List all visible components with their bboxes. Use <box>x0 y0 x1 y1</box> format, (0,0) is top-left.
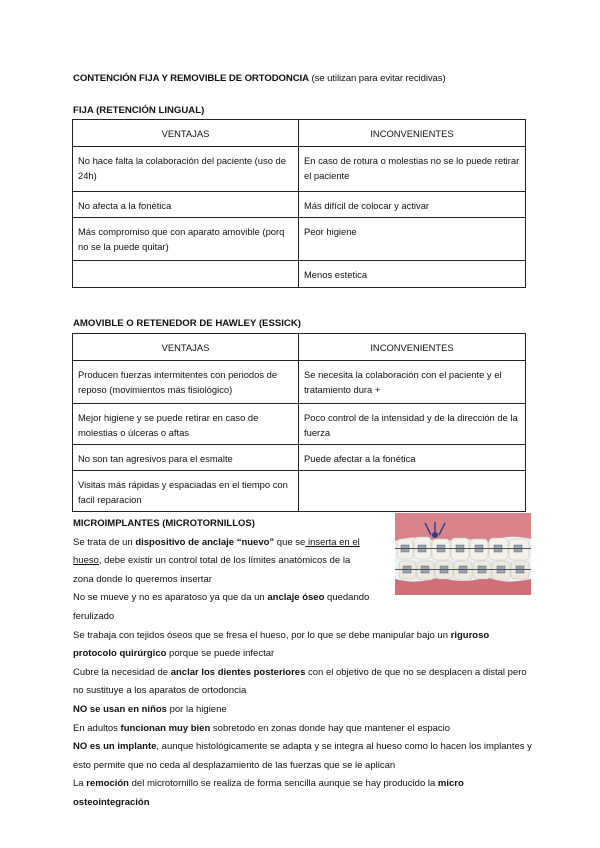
micro-paragraph <box>73 627 533 664</box>
microimplantes-section <box>73 515 533 813</box>
col-ventajas: VENTAJAS <box>73 120 299 147</box>
underlined-text: inserta en el hueso <box>73 536 360 567</box>
text: quedando ferulizado <box>73 592 370 622</box>
cell-inconveniente: Poco control de la intensidad y de la dirección de la fuerza <box>299 404 526 445</box>
micro-paragraph <box>73 701 533 720</box>
micro-paragraph <box>73 738 533 775</box>
text: porque se puede infectar <box>166 648 275 660</box>
cell-inconveniente: Menos estetica <box>299 261 526 288</box>
fija-table <box>72 119 526 288</box>
table-row <box>73 404 526 445</box>
cell-ventaja: No afecta a la fonètica <box>73 192 299 218</box>
text: Se trata de un <box>73 536 136 548</box>
table-row <box>73 261 526 288</box>
amovible-table <box>72 333 526 512</box>
amovible-heading: AMOVIBLE O RETENEDOR DE HAWLEY (ESSICK) <box>73 318 301 329</box>
micro-heading: MICROIMPLANTES (MICROTORNILLOS) <box>73 518 255 529</box>
table-row <box>73 147 526 192</box>
cell-inconveniente: En caso de rotura o molestias no se lo puede retirar el paciente <box>299 147 526 192</box>
micro-paragraph <box>73 720 533 739</box>
title-note: (se utilizan para evitar recidivas) <box>308 73 446 84</box>
col-inconvenientes: INCONVENIENTES <box>299 120 526 147</box>
cell-ventaja: Más compromiso que con aparato amovible (porq no se la puede quitar) <box>73 218 299 261</box>
bold-text: remoción <box>86 778 129 790</box>
text: que se <box>274 536 306 548</box>
bold-text: funcionan muy bien <box>120 722 211 734</box>
bold-text: riguroso protocolo quirúrgico <box>73 629 490 660</box>
cell-ventaja: No hace falta la colaboración del paciente (uso de 24h) <box>73 147 299 192</box>
table-row <box>73 445 526 471</box>
text: , aunque histológicamente se adapta y se integra al hueso como lo hacen los implantes y esto permite que no ceda al desplazamiento de las fuerzas que se le aplican <box>73 741 532 771</box>
text: por la higiene <box>166 703 227 715</box>
bold-text: dispositivo de anclaje “nuevo” <box>135 536 275 548</box>
text: del microtornillo se realiza de forma sencilla aunque se hay producido la <box>128 778 438 790</box>
text: La <box>73 778 87 790</box>
cell-inconveniente: Más difícil de colocar y activar <box>299 192 526 218</box>
bold-text: NO es un implante <box>73 741 157 753</box>
cell-ventaja: Visitas más rápidas y espaciadas en el tiempo con facil reparacion <box>73 471 299 512</box>
micro-paragraph <box>73 664 533 701</box>
text: Cubre la necesidad de <box>73 666 171 678</box>
bold-text: NO se usan en niños <box>73 703 167 715</box>
bold-text: anclaje óseo <box>267 592 325 604</box>
text: , debe existir un control total de los límites anatómicos de la zona donde lo queremos insertar <box>73 555 351 585</box>
cell-inconveniente: Se necesita la colaboración con el paciente y el tratamiento dura + <box>299 361 526 404</box>
table-row <box>73 361 526 404</box>
cell-inconveniente: Puede afectar a la fonética <box>299 445 526 471</box>
text: No se mueve y no es aparatoso ya que da un <box>73 592 268 604</box>
document-title <box>73 73 446 84</box>
table-header-row <box>73 120 526 147</box>
cell-ventaja: Producen fuerzas intermitentes con periodos de reposo (movimientos más fisiológico) <box>73 361 299 404</box>
text: Se trabaja con tejidos óseos que se fresa el hueso, por lo que se debe manipular bajo un <box>73 629 451 641</box>
col-inconvenientes: INCONVENIENTES <box>299 334 526 361</box>
cell-ventaja <box>73 261 299 288</box>
table-row <box>73 471 526 512</box>
bold-text: micro osteointegración <box>73 778 464 808</box>
fija-heading: FIJA (RETENCIÓN LINGUAL) <box>73 105 205 116</box>
micro-paragraph <box>73 589 383 626</box>
text: sobretodo en zonas donde hay que mantener el espacio <box>210 722 451 734</box>
cell-inconveniente: Peor higiene <box>299 218 526 261</box>
micro-paragraph <box>73 534 373 590</box>
col-ventajas: VENTAJAS <box>73 334 299 361</box>
bold-text: anclar los dientes posteriores <box>170 666 306 678</box>
text: En adultos <box>73 722 121 734</box>
micro-paragraph <box>73 775 533 812</box>
title-bold: CONTENCIÓN FIJA Y REMOVIBLE DE ORTODONCIA <box>73 73 309 84</box>
table-header-row <box>73 334 526 361</box>
cell-ventaja: Mejor higiene y se puede retirar en caso de molestias o úlceras o aftas <box>73 404 299 445</box>
cell-inconveniente <box>299 471 526 512</box>
text: con el objetivo de que no se desplacen a distal pero no sustituye a los aparatos de ortodoncia <box>73 666 527 697</box>
table-row <box>73 218 526 261</box>
cell-ventaja: No son tan agresivos para el esmalte <box>73 445 299 471</box>
table-row <box>73 192 526 218</box>
